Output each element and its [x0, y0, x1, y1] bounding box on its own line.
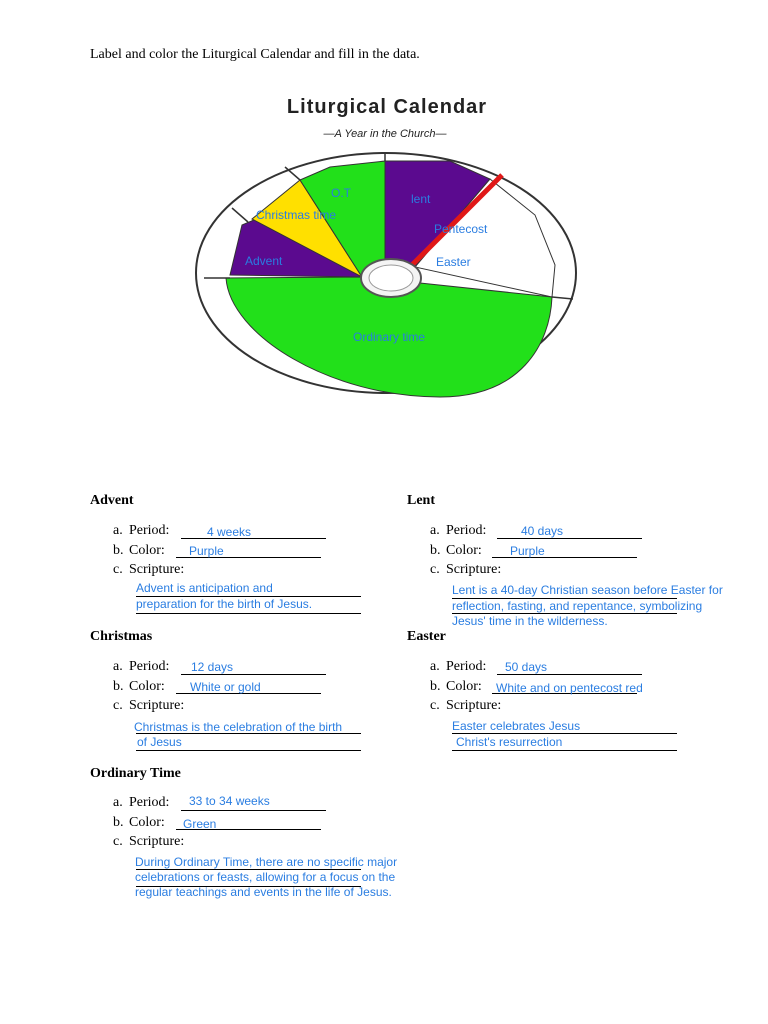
- lent-scripture-label: c. Scripture:: [430, 562, 502, 577]
- section-heading-lent: Lent: [407, 493, 435, 508]
- label-advent: Advent: [245, 254, 283, 268]
- instruction-text: Label and color the Liturgical Calendar and fill in the data.: [90, 47, 420, 62]
- liturgical-calendar-wheel: [190, 85, 590, 405]
- ordinary-color-value[interactable]: Green: [183, 817, 217, 831]
- lent-scripture-line-2[interactable]: reflection, fasting, and repentance, symbolizing: [452, 599, 703, 613]
- section-heading-christmas: Christmas: [90, 629, 153, 644]
- advent-scripture-line-2[interactable]: preparation for the birth of Jesus.: [136, 597, 313, 611]
- label-christmas: Christmas time: [256, 208, 337, 222]
- christmas-scripture-line-1[interactable]: Christmas is the celebration of the birth: [134, 720, 343, 734]
- christmas-color-value[interactable]: White or gold: [190, 680, 261, 694]
- ordinary-scripture-line-1[interactable]: During Ordinary Time, there are no specific major: [135, 855, 398, 869]
- christmas-scripture-line-2[interactable]: of Jesus: [137, 735, 182, 749]
- advent-color-value[interactable]: Purple: [189, 544, 224, 558]
- advent-scripture-line-1[interactable]: Advent is anticipation and: [136, 581, 273, 595]
- easter-color-value[interactable]: White and on pentecost red: [496, 681, 643, 695]
- lent-period-label: a. Period:: [430, 523, 487, 538]
- christmas-period-label: a. Period:: [113, 659, 170, 674]
- section-heading-ordinary-time: Ordinary Time: [90, 766, 181, 781]
- easter-color-label: b. Color:: [430, 679, 482, 694]
- ordinary-scripture-line-2[interactable]: celebrations or feasts, allowing for a focus on the: [135, 870, 396, 884]
- lent-scripture-line-3[interactable]: Jesus' time in the wilderness.: [452, 614, 608, 628]
- ordinary-color-label: b. Color:: [113, 815, 165, 830]
- lent-scripture-line-1[interactable]: Lent is a 40-day Christian season before Easter for: [452, 583, 723, 597]
- christmas-period-value[interactable]: 12 days: [191, 660, 234, 674]
- christmas-color-label: b. Color:: [113, 679, 165, 694]
- advent-scripture-label: c. Scripture:: [113, 562, 185, 577]
- ordinary-scripture-line-3[interactable]: regular teachings and events in the life of Jesus.: [135, 885, 392, 899]
- easter-scripture-line-2[interactable]: Christ's resurrection: [456, 735, 563, 749]
- easter-period-value[interactable]: 50 days: [505, 660, 548, 674]
- ordinary-scripture-label: c. Scripture:: [113, 834, 185, 849]
- ordinary-period-label: a. Period:: [113, 795, 170, 810]
- label-ot: O.T: [331, 186, 351, 200]
- lent-color-value[interactable]: Purple: [510, 544, 545, 558]
- label-pentecost: Pentecost: [434, 222, 488, 236]
- wheel-title: Liturgical Calendar: [286, 96, 488, 118]
- advent-period-value[interactable]: 4 weeks: [207, 525, 252, 539]
- advent-period-label: a. Period:: [113, 523, 170, 538]
- lent-color-label: b. Color:: [430, 543, 482, 558]
- lent-period-value[interactable]: 40 days: [521, 524, 564, 538]
- wheel-subtitle: —A Year in the Church—: [323, 128, 447, 140]
- christmas-scripture-label: c. Scripture:: [113, 698, 185, 713]
- section-heading-easter: Easter: [407, 629, 446, 644]
- easter-scripture-line-1[interactable]: Easter celebrates Jesus: [452, 719, 581, 733]
- easter-period-label: a. Period:: [430, 659, 487, 674]
- ordinary-period-value[interactable]: 33 to 34 weeks: [189, 794, 270, 808]
- advent-color-label: b. Color:: [113, 543, 165, 558]
- easter-scripture-label: c. Scripture:: [430, 698, 502, 713]
- label-easter: Easter: [436, 255, 471, 269]
- label-ordinary: Ordinary time: [353, 330, 426, 344]
- label-lent: lent: [411, 192, 431, 206]
- section-heading-advent: Advent: [90, 493, 134, 508]
